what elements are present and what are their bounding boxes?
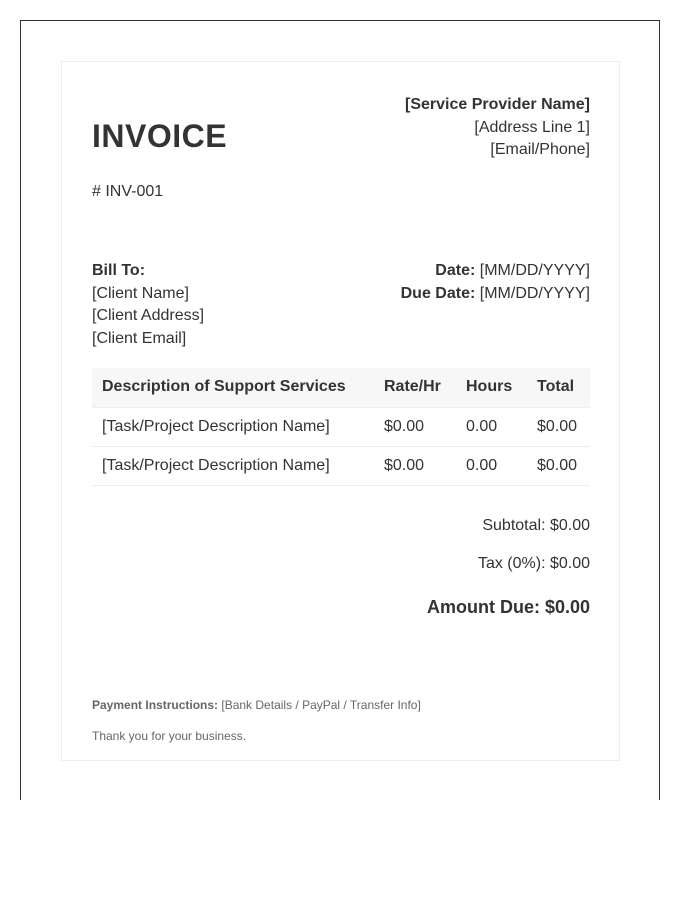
table-header-row (92, 368, 590, 407)
date-value: [MM/DD/YYYY] (479, 262, 590, 279)
header-description: Description of Support Services (92, 368, 374, 407)
row-description: [Task/Project Description Name] (92, 407, 374, 446)
payment-instructions (92, 698, 421, 729)
thank-you-note: Thank you for your business. (92, 729, 247, 743)
header-hours: Hours (456, 368, 527, 407)
row-description: [Task/Project Description Name] (92, 446, 374, 485)
client-name: [Client Name] (92, 284, 189, 302)
provider-contact: [Email/Phone] (490, 141, 590, 158)
services-table (92, 368, 590, 486)
totals-block (427, 516, 590, 624)
invoice-content (92, 92, 590, 743)
dates-block (401, 260, 590, 305)
payment-value: [Bank Details / PayPal / Transfer Info] (221, 698, 421, 712)
amount-due: Amount Due: $0.00 (426, 597, 590, 617)
header-total: Total (527, 368, 590, 407)
subtotal: Subtotal: $0.00 (482, 517, 590, 534)
tax: Tax (0%): $0.00 (477, 555, 590, 572)
provider-address: [Address Line 1] (474, 118, 590, 136)
row-total: $0.00 (527, 446, 590, 485)
row-total: $0.00 (527, 407, 590, 446)
client-address: [Client Address] (92, 307, 205, 324)
billing-section (92, 260, 590, 350)
bill-to-block (92, 260, 204, 350)
row-hours: 0.00 (456, 446, 527, 485)
invoice-number: # INV-001 (92, 183, 164, 200)
row-rate: $0.00 (374, 446, 456, 485)
provider-name: [Service Provider Name] (405, 96, 590, 113)
row-rate: $0.00 (374, 407, 456, 446)
invoice-footer (92, 698, 421, 743)
invoice-title: INVOICE (92, 118, 228, 154)
row-hours: 0.00 (456, 407, 527, 446)
header-rate: Rate/Hr (374, 368, 456, 407)
date-row (401, 260, 590, 283)
table-row (92, 407, 590, 446)
date-label: Date: (435, 262, 476, 279)
provider-block (405, 94, 590, 162)
table-row (92, 446, 590, 485)
due-date-label: Due Date: (400, 284, 476, 302)
due-date-value: [MM/DD/YYYY] (479, 284, 590, 302)
invoice-card (61, 61, 620, 761)
due-date-row (401, 283, 590, 306)
payment-label: Payment Instructions: (92, 698, 219, 712)
invoice-header (92, 92, 590, 212)
client-email: [Client Email] (92, 329, 187, 347)
bill-to-label: Bill To: (92, 262, 146, 279)
